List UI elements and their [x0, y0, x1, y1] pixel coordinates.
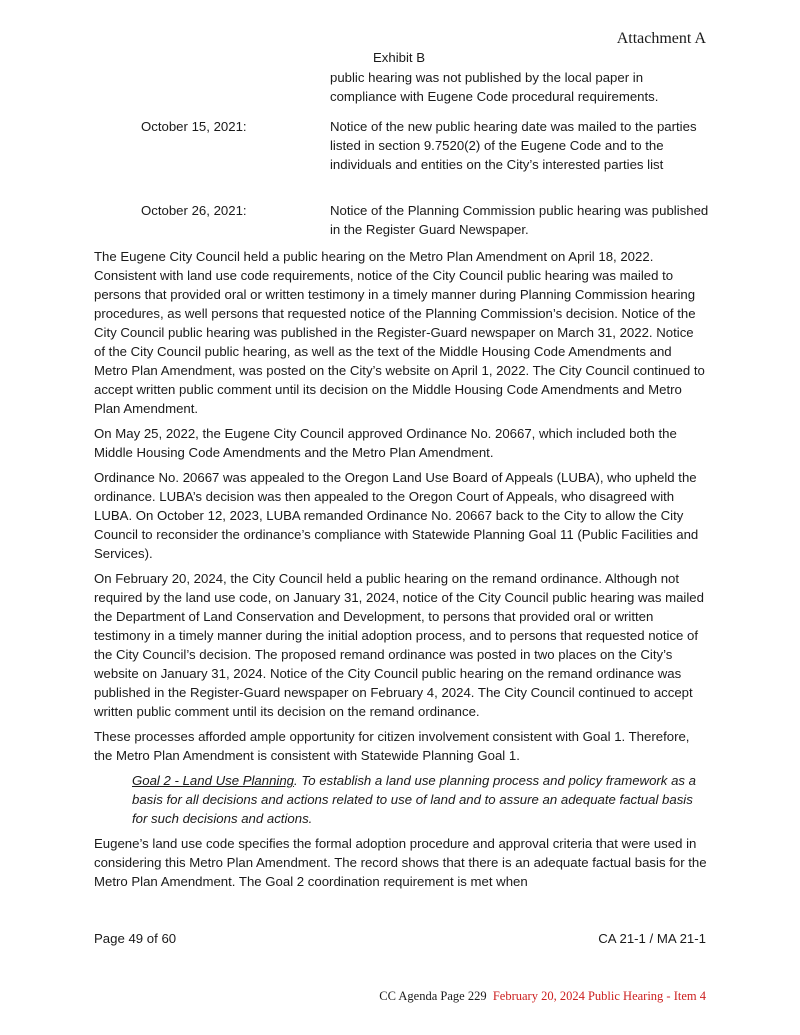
paragraph-goal1-conclusion: These processes afforded ample opportunity for citizen involvement consistent with Goal 1. Therefore, the Metro Plan Amendment is consistent with Statewide Planning Goal 1.: [94, 729, 690, 763]
goal-2-title: Goal 2 - Land Use Planning: [132, 773, 295, 788]
entry-text: Notice of the new public hearing date was mailed to the parties listed in section 9.7520(2) of the Eugene Code and to the individuals and entities on the City’s interested parties list: [330, 119, 697, 172]
agenda-page-label: CC Agenda Page 229: [379, 989, 487, 1003]
continued-entry-text: public hearing was not published by the local paper in compliance with Eugene Code procedural requirements.: [330, 70, 659, 104]
paragraph-council-hearing: The Eugene City Council held a public hearing on the Metro Plan Amendment on April 18, 2022. Consistent with land use code requirements, notice of the City Council public hearing was mailed to persons that provided oral or written testimony in a timely manner during Planning Commission hearing procedures, as well persons that requested notice of the Planning Commission’s decision. Notice of the City Council public hearing was published in the Register-Guard newspaper on March 31, 2022. Notice of the City Council public hearing, as well as the text of the Middle Housing Code Amendments and Metro Plan Amendment, was posted on the City’s website on April 1, 2022. The City Council continued to accept written public comment until its decision on the Middle Housing Code Amendments and Metro Plan Amendment.: [94, 249, 705, 416]
agenda-hearing-label: February 20, 2024 Public Hearing - Item 4: [492, 989, 706, 1003]
paragraph-goal2-analysis: Eugene’s land use code specifies the formal adoption procedure and approval criteria that were used in considering this Metro Plan Amendment. The record shows that there is an adequate factual basis for the Metro Plan Amendment. The Goal 2 coordination requirement is met when: [94, 836, 707, 889]
entry-text: Notice of the Planning Commission public hearing was published in the Register Guard Newspaper.: [330, 203, 709, 237]
exhibit-label: Exhibit B: [373, 50, 426, 65]
goal-2-statement: [94, 771, 708, 828]
paragraph-remand-hearing: On February 20, 2024, the City Council held a public hearing on the remand ordinance. Although not required by the land use code, on January 31, 2024, notice of the City Council public hearing was mailed the Department of Land Conservation and Development, to persons that provided oral or written testimony in a timely manner during the initial adoption process, and to persons that requested notice of the City Council’s decision. The proposed remand ordinance was posted in two places on the City’s website on January 31, 2024. Notice of the City Council public hearing on the remand ordinance was published in the Register-Guard newspaper on February 4, 2024. The City Council continued to accept written public comment until its decision on the remand ordinance.: [94, 571, 704, 719]
agenda-stamp: [379, 987, 706, 1006]
entry-date: October 15, 2021:: [141, 119, 247, 134]
entry-date: October 26, 2021:: [141, 203, 247, 218]
attachment-label: Attachment A: [616, 30, 706, 47]
page-number: Page 49 of 60: [94, 931, 177, 946]
body-text: [94, 247, 708, 897]
case-number: CA 21-1 / MA 21-1: [598, 931, 706, 946]
goal-2-text: . To establish a land use planning process and policy framework as a basis for all decisions and actions related to use of land and to assure an adequate factual basis for such decisions and actions.: [132, 773, 696, 826]
paragraph-luba-appeal: Ordinance No. 20667 was appealed to the Oregon Land Use Board of Appeals (LUBA), who upheld the ordinance. LUBA’s decision was then appealed to the Oregon Court of Appeals, who disagreed with LUBA. On October 12, 2023, LUBA remanded Ordinance No. 20667 back to the City to allow the City Council to reconsider the ordinance’s compliance with Statewide Planning Goal 11 (Public Facilities and Services).: [94, 470, 699, 561]
paragraph-ordinance-approval: On May 25, 2022, the Eugene City Council approved Ordinance No. 20667, which included both the Middle Housing Code Amendments and the Metro Plan Amendment.: [94, 426, 677, 460]
